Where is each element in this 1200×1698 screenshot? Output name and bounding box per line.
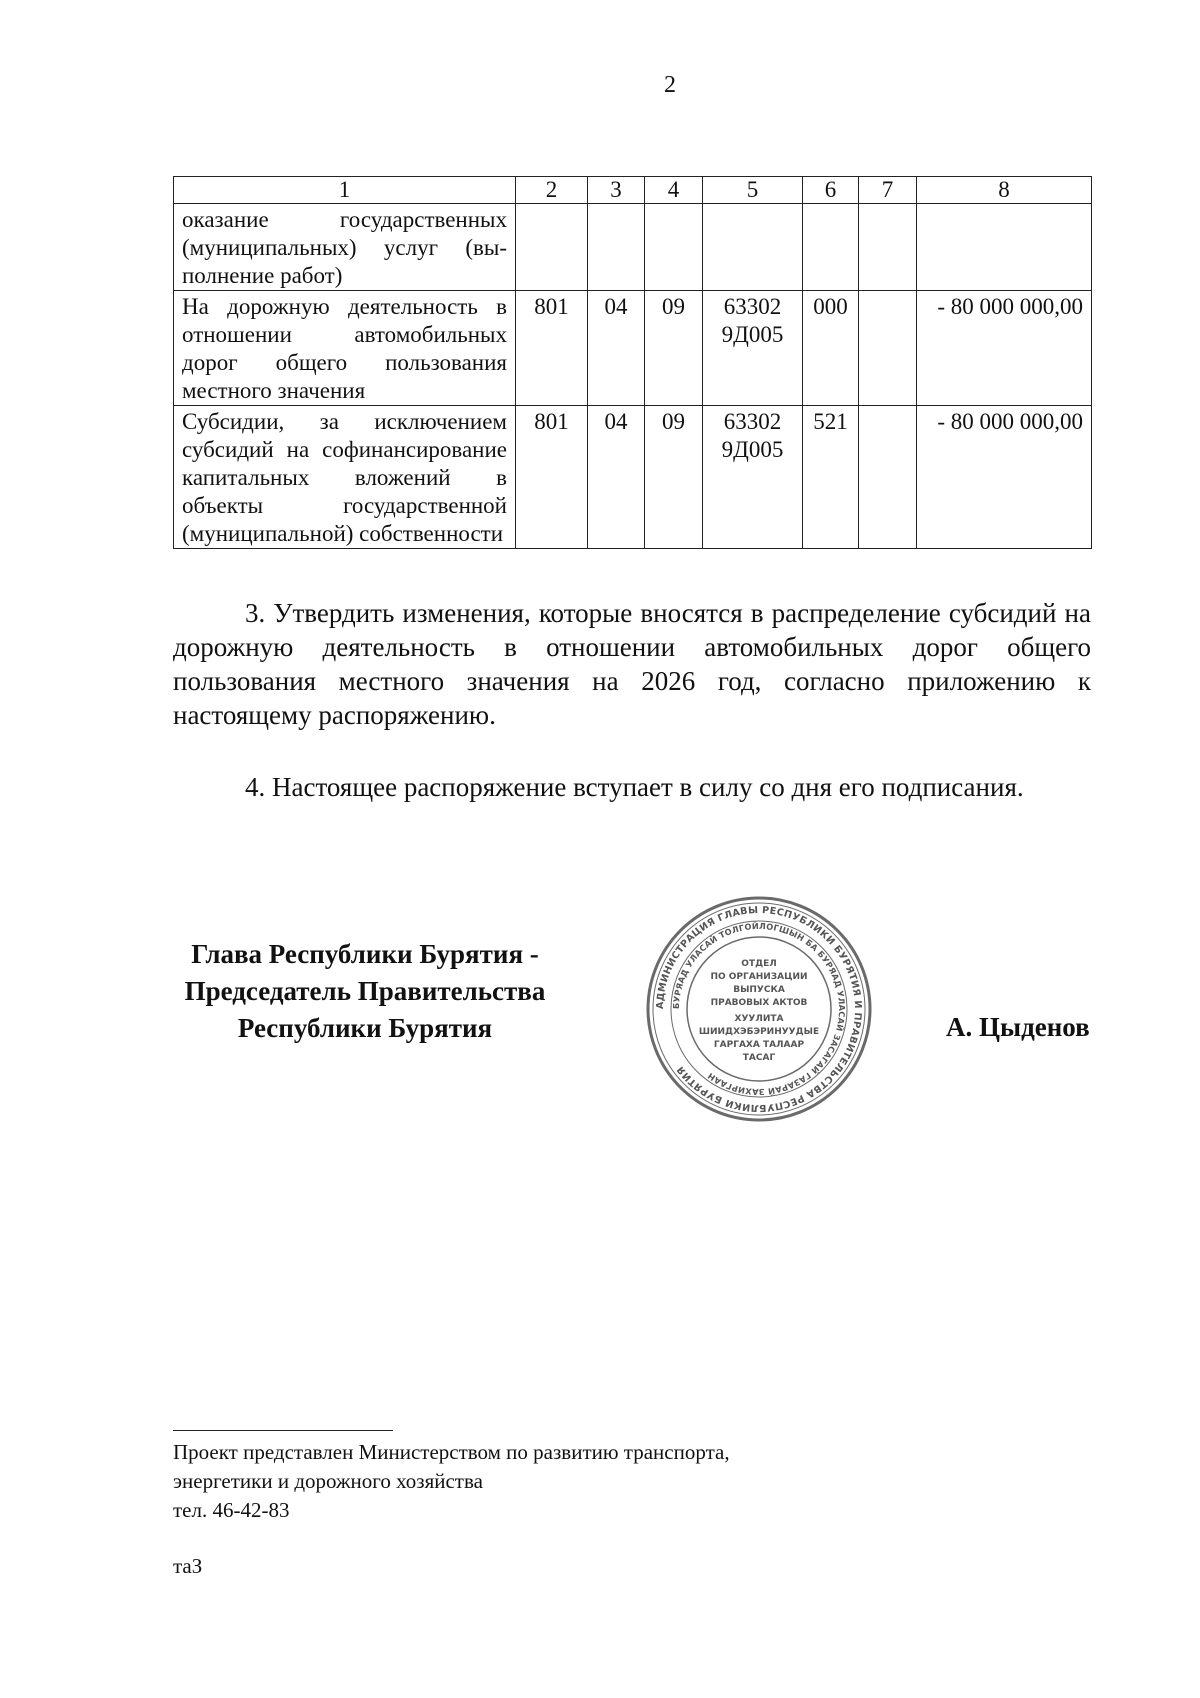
cell-col7: [859, 291, 917, 406]
svg-text:ПРАВОВЫХ АКТОВ: ПРАВОВЫХ АКТОВ: [710, 998, 808, 1008]
cell-subsection: [645, 204, 703, 291]
cell-amount: - 80 000 000,00: [917, 406, 1092, 549]
cell-ministry-code: 801: [516, 406, 588, 549]
column-header: 2: [516, 177, 588, 204]
svg-text:ОТДЕЛ: ОТДЕЛ: [741, 959, 777, 969]
cell-amount: - 80 000 000,00: [917, 291, 1092, 406]
seal-inner-text: БУРЯАД УЛАСАЙ ТОЛГОЙЛОГШЫН БА БУРЯАД УЛАСАЙ ЗАСАГАЙ ГАЗАРАЙ ЗАХИРГААН: [670, 920, 848, 1098]
svg-text:ХУУЛИТА: ХУУЛИТА: [734, 1014, 784, 1024]
column-header: 4: [645, 177, 703, 204]
cell-expense-type: 000: [803, 291, 859, 406]
budget-changes-table: [173, 176, 1092, 549]
signatory-name: А. Цыденов: [946, 1012, 1090, 1042]
cell-expense-type: [803, 204, 859, 291]
cell-col7: [859, 406, 917, 549]
footnote-divider: [173, 1430, 393, 1431]
cell-section: 04: [588, 406, 645, 549]
cell-ministry-code: [516, 204, 588, 291]
cell-ministry-code: 801: [516, 291, 588, 406]
table-row: [174, 291, 1092, 406]
page-number: 2: [664, 72, 676, 98]
cell-expense-type: 521: [803, 406, 859, 549]
svg-text:АДМИНИСТРАЦИЯ ГЛАВЫ РЕСПУБЛИКИ: [655, 905, 863, 1113]
cell-section: 04: [588, 291, 645, 406]
official-seal-stamp: [644, 894, 874, 1124]
column-header: 6: [803, 177, 859, 204]
svg-text:ТАСАГ: ТАСАГ: [742, 1053, 776, 1063]
cell-subsection: 09: [645, 291, 703, 406]
seal-outer-text: АДМИНИСТРАЦИЯ ГЛАВЫ РЕСПУБЛИКИ БУРЯТИЯ И ПРАВИТЕЛЬСТВА РЕСПУБЛИКИ БУРЯТИЯ: [654, 904, 864, 1114]
column-header: 1: [174, 177, 516, 204]
cell-target-article: 63302 9Д005: [703, 291, 803, 406]
paragraph-4: 4. Настоящее распоряжение вступает в силу со дня его подписания.: [245, 772, 1024, 802]
svg-text:ВЫПУСКА: ВЫПУСКА: [733, 985, 785, 995]
cell-amount: [917, 204, 1092, 291]
cell-target-article: 63302 9Д005: [703, 406, 803, 549]
document-code: таЗ: [173, 1554, 203, 1578]
svg-text:БУРЯАД УЛАСАЙ ТОЛГОЙЛОГШЫН БА: [671, 920, 847, 1098]
seal-center-text: [699, 959, 819, 1063]
cell-target-article: [703, 204, 803, 291]
table-header-row: [174, 177, 1092, 204]
svg-text:ГАРГАХА ТАЛААР: ГАРГАХА ТАЛААР: [713, 1040, 805, 1050]
column-header: 5: [703, 177, 803, 204]
svg-text:ПО ОРГАНИЗАЦИИ: ПО ОРГАНИЗАЦИИ: [710, 972, 808, 982]
row-description: Субсидии, за исключением субсидий на софинансирование капитальных вложений в объекты государственной (муниципальной) собственности: [174, 406, 516, 549]
row-description: На дорожную деятельность в отношении автомобильных дорог общего пользования местного значения: [174, 291, 516, 406]
signatory-title: Глава Республики Бурятия - Председатель Правительства Республики Бурятия: [184, 939, 546, 1043]
row-description: оказание государственных (муниципальных) услуг (выполнение работ): [174, 204, 516, 291]
column-header: 3: [588, 177, 645, 204]
cell-subsection: 09: [645, 406, 703, 549]
paragraph-3: 3. Утвердить изменения, которые вносятся в распределение субсидий на дорожную деятельность в отношении автомобильных дорог общего пользования местного значения на 2026 год, согласно приложению к настоящему распоряжению.: [173, 598, 1091, 730]
table-row: [174, 204, 1092, 291]
svg-text:ШИИДХЭБЭРИНУУДЫЕ: ШИИДХЭБЭРИНУУДЫЕ: [698, 1027, 820, 1037]
footnote: Проект представлен Министерством по развитию транспорта, энергетики и дорожного хозяйства тел. 46-42-83: [173, 1440, 730, 1522]
cell-col7: [859, 204, 917, 291]
table-row: [174, 406, 1092, 549]
column-header: 7: [859, 177, 917, 204]
cell-section: [588, 204, 645, 291]
column-header: 8: [917, 177, 1092, 204]
